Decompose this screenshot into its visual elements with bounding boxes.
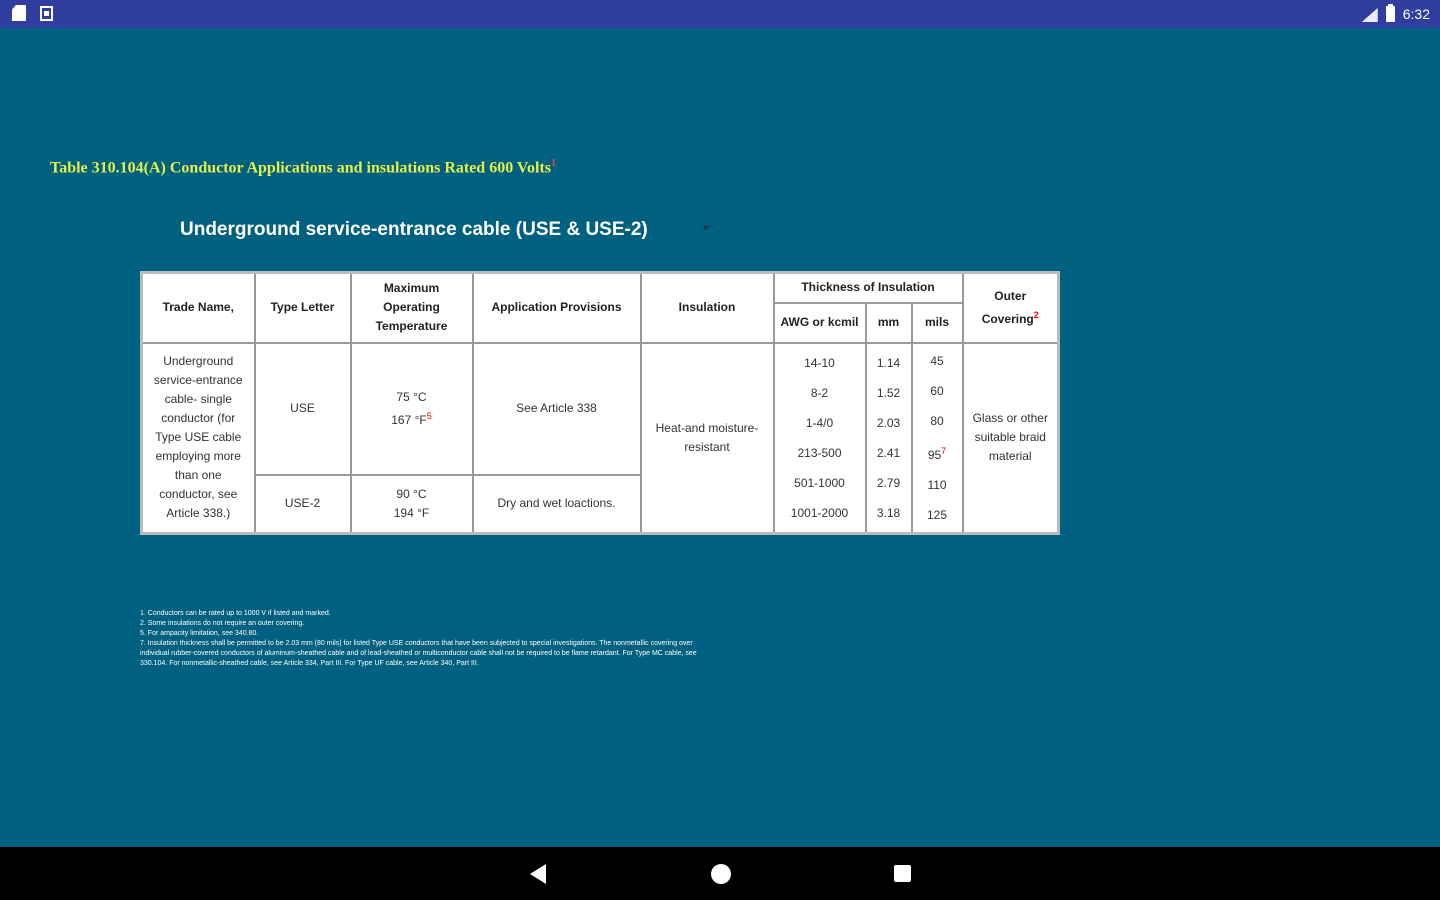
mm-value: 1.14 <box>876 355 901 370</box>
back-icon[interactable] <box>530 864 546 884</box>
cell-type-letter-use: USE <box>255 343 351 475</box>
header-insulation: Insulation <box>641 273 774 343</box>
mm-value: 1.52 <box>876 385 901 400</box>
temp-f-use-wrap <box>356 407 468 430</box>
header-awg: AWG or kcmil <box>774 303 866 343</box>
cable-type-selected: Underground service-entrance cable (USE & USE-2) <box>180 219 648 240</box>
outer-covering-footnote: 2 <box>1033 309 1039 320</box>
temp-c-use: 75 °C <box>396 389 427 404</box>
footnote-item: 7. Insulation thickness shall be permitted to be 2.03 mm (80 mils) for listed Type USE conductors that have been subjected to special investigations. The nonmetallic covering over individual rubber-covered conductors of aluminum-sheathed cable and of lead-sheathed or multiconductor cable shall not be required to be flame retardant. For Type MC cable, see 330.104. For nonmetallic-sheathed cable, see Article 334, Part III. For Type UF cable, see Article 340, Part III. <box>140 640 697 667</box>
header-mm: mm <box>866 303 912 343</box>
temp-f-use2: 194 °F <box>393 505 430 520</box>
cell-temp-use2 <box>351 475 473 533</box>
mm-value: 2.03 <box>876 415 901 430</box>
temp-footnote: 5 <box>426 410 432 421</box>
footnote-item: 1. Conductors can be rated up to 1000 V if listed and marked. <box>140 610 331 617</box>
mils-value: 45 <box>930 353 944 368</box>
awg-value: 1001-2000 <box>790 505 849 520</box>
mils-value: 110 <box>927 477 947 492</box>
footnotes <box>140 609 720 669</box>
table-title-footnote: 1 <box>551 158 556 169</box>
mm-value: 2.41 <box>876 445 901 460</box>
awg-value: 501-1000 <box>794 475 845 490</box>
header-outer-covering <box>963 273 1059 343</box>
mils-footnote: 7 <box>941 445 947 456</box>
table-title-text: Table 310.104(A) Conductor Applications and insulations Rated 600 Volts <box>50 159 551 177</box>
awg-value: 14-10 <box>804 355 835 370</box>
mils-value-wrap <box>917 436 958 470</box>
dropdown-arrow-icon[interactable] <box>702 226 710 230</box>
mils-value: 60 <box>930 383 944 398</box>
battery-icon <box>1386 6 1395 22</box>
status-time: 6:32 <box>1402 6 1430 22</box>
header-trade-name: Trade Name, <box>142 273 255 343</box>
mils-value: 95 <box>927 447 942 462</box>
mils-value: 125 <box>926 507 948 522</box>
awg-value: 213-500 <box>797 445 842 460</box>
header-application: Application Provisions <box>473 273 641 343</box>
cell-insulation: Heat-and moisture-resistant <box>641 343 774 534</box>
cell-mm-list <box>866 343 912 534</box>
recents-icon[interactable] <box>894 865 911 882</box>
cell-application-use: See Article 338 <box>473 343 641 475</box>
home-icon[interactable] <box>711 864 731 884</box>
temp-f-use: 167 °F <box>391 412 427 427</box>
cell-outer-covering: Glass or other suitable braid material <box>963 343 1059 534</box>
header-type-letter: Type Letter <box>255 273 351 343</box>
header-max-temp: Maximum Operating Temperature <box>351 273 473 343</box>
cable-type-dropdown[interactable] <box>180 216 720 244</box>
signal-icon <box>1360 6 1378 22</box>
table-title <box>50 158 556 177</box>
footnote-item: 2. Some insulations do not require an outer covering. <box>140 620 305 627</box>
header-thickness: Thickness of Insulation <box>774 273 963 303</box>
navigation-bar <box>0 847 1440 900</box>
mils-value: 80 <box>930 413 944 428</box>
conductor-table <box>140 271 1060 535</box>
header-mils: mils <box>912 303 963 343</box>
cell-trade-name: Underground service-entrance cable- single conductor (for Type USE cable employing more than one conductor, see Article 338.) <box>142 343 255 534</box>
footnote-item: 5. For ampacity limitation, see 340.80. <box>140 630 259 637</box>
sd-card-icon <box>12 5 26 21</box>
cell-temp-use <box>351 343 473 475</box>
temp-c-use2: 90 °C <box>396 486 427 501</box>
mm-value: 3.18 <box>876 505 901 520</box>
status-bar <box>0 0 1440 28</box>
cell-mils-list <box>912 343 963 534</box>
awg-value: 1-4/0 <box>805 415 834 430</box>
mm-value: 2.79 <box>876 475 901 490</box>
cell-application-use2: Dry and wet loactions. <box>473 475 641 533</box>
cell-type-letter-use2: USE-2 <box>255 475 351 533</box>
header-outer-covering-label: Outer Covering <box>981 288 1034 326</box>
awg-value: 8-2 <box>810 385 829 400</box>
cell-awg-list <box>774 343 866 534</box>
image-icon <box>40 6 53 21</box>
